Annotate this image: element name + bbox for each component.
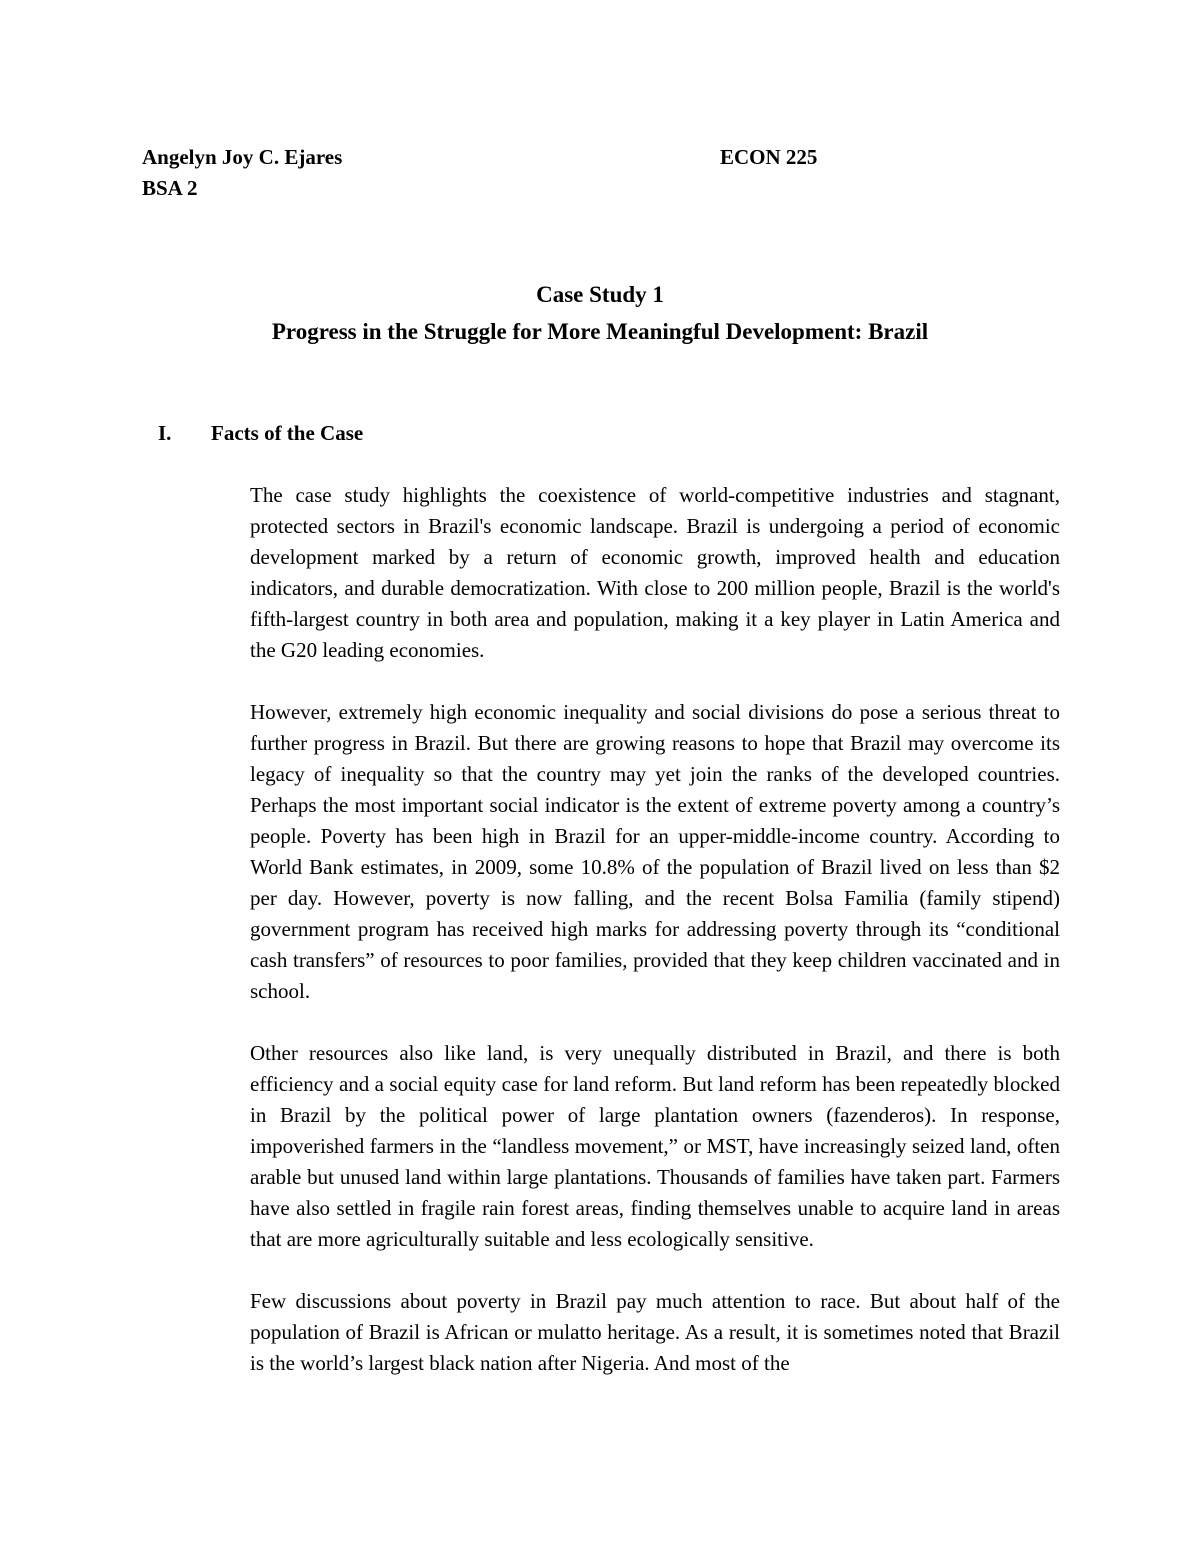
section-body: [250, 480, 1060, 1410]
paragraph: However, extremely high economic inequality and social divisions do pose a serious threat to further progress in Brazil. But there are growing reasons to hope that Brazil may overcome its legacy of inequality so that the country may yet join the ranks of the developed countries. Perhaps the most important social indicator is the extent of extreme poverty among a country’s people. Poverty has been high in Brazil for an upper-middle-income country. According to World Bank estimates, in 2009, some 10.8% of the population of Brazil lived on less than $2 per day. However, poverty is now falling, and the recent Bolsa Familia (family stipend) government program has received high marks for addressing poverty through its “conditional cash transfers” of resources to poor families, provided that they keep children vaccinated and in school.: [250, 700, 1060, 1003]
paragraph: The case study highlights the coexistence of world-competitive industries and stagnant, protected sectors in Brazil's economic landscape. Brazil is undergoing a period of economic development marked by a return of economic growth, improved health and education indicators, and durable democratization. With close to 200 million people, Brazil is the world's fifth-largest country in both area and population, making it a key player in Latin America and the G20 leading economies.: [250, 483, 1060, 662]
paragraph: Few discussions about poverty in Brazil pay much attention to race. But about half of the population of Brazil is African or mulatto heritage. As a result, it is sometimes noted that Brazil is the world’s largest black nation after Nigeria. And most of the: [250, 1289, 1060, 1375]
class-section: BSA 2: [142, 176, 198, 200]
title-line-1: Case Study 1: [536, 282, 664, 307]
section-number: I.: [158, 421, 172, 445]
paragraph: Other resources also like land, is very unequally distributed in Brazil, and there is both efficiency and a social equity case for land reform. But land reform has been repeatedly blocked in Brazil by the political power of large plantation owners (fazenderos). In response, impoverished farmers in the “landless movement,” or MST, have increasingly seized land, often arable but unused land within large plantations. Thousands of families have taken part. Farmers have also settled in fragile rain forest areas, finding themselves unable to acquire land in areas that are more agriculturally suitable and less ecologically sensitive.: [250, 1041, 1060, 1251]
section-heading: [158, 418, 363, 448]
document-title: [0, 276, 1200, 350]
title-line-2: Progress in the Struggle for More Meaningful Development: Brazil: [271, 319, 929, 344]
section-title: Facts of the Case: [211, 421, 364, 445]
author-name: Angelyn Joy C. Ejares: [142, 145, 343, 169]
course-code: ECON 225: [720, 145, 818, 169]
